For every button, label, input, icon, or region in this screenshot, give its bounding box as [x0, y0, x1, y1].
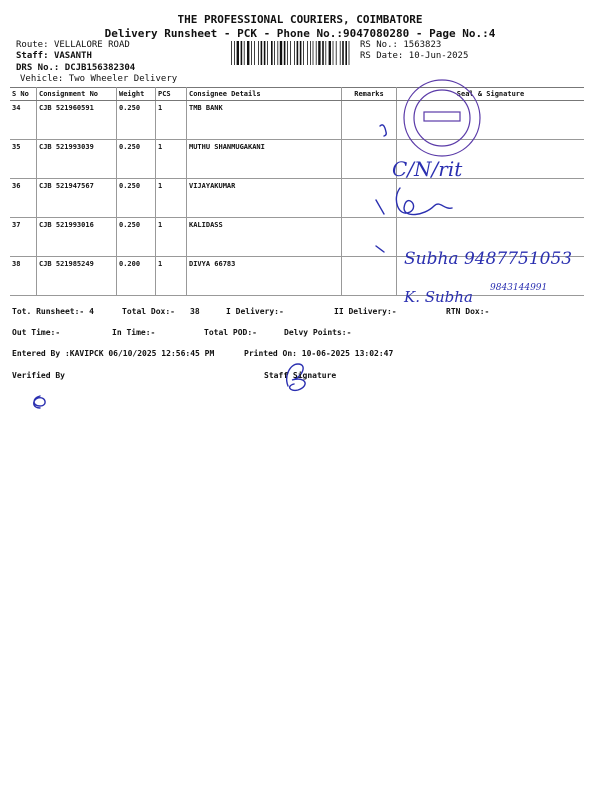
company-seal-stamp [404, 80, 480, 156]
row-weight: 0.250 [117, 101, 156, 140]
vehicle-label: Vehicle: [20, 74, 64, 84]
entered-by: Entered By :KAVIPCK 06/10/2025 12:56:45 PM [12, 349, 215, 358]
drs-value: DCJB156382304 [64, 63, 136, 73]
printed-on: Printed On: 10-06-2025 13:02:47 [244, 349, 394, 358]
row-pcs: 1 [156, 140, 187, 179]
delvy-points-label: Delvy Points:- [284, 328, 352, 337]
row-weight: 0.200 [117, 257, 156, 296]
rs-no-value: 1563823 [403, 40, 442, 50]
row-sno: 37 [10, 218, 37, 257]
total-dox-value: 38 [190, 307, 200, 316]
route-value: VELLALORE ROAD [53, 40, 130, 50]
staff-label: Staff: [16, 51, 49, 61]
row-consignment: CJB 521993016 [37, 218, 117, 257]
col-consignee: Consignee Details [187, 88, 342, 101]
total-dox-label: Total Dox:- [122, 307, 175, 316]
col-sno: S No [10, 88, 37, 101]
row37-handwriting: Subha 9487751053 [404, 249, 573, 269]
ii-delivery-label: II Delivery:- [334, 307, 397, 316]
row-consignee: DIVYA 66783 [187, 257, 342, 296]
drs-label: DRS No.: [16, 63, 60, 73]
row38-handwriting-phone: 9843144991 [490, 283, 548, 293]
verified-signature-scribble [34, 396, 45, 408]
vehicle-value: Two Wheeler Delivery [68, 74, 178, 84]
row36-signature-scribble [376, 188, 452, 215]
row-consignee: KALIDASS [187, 218, 342, 257]
total-pod-label: Total POD:- [204, 328, 257, 337]
row-consignee: VIJAYAKUMAR [187, 179, 342, 218]
rs-no-label: RS No.: [360, 40, 398, 50]
row-sno: 34 [10, 101, 37, 140]
col-pcs: PCS [156, 88, 187, 101]
row-consignment: CJB 521985249 [37, 257, 117, 296]
row-pcs: 1 [156, 218, 187, 257]
row-consignee: TMB BANK [187, 101, 342, 140]
out-time-label: Out Time:- [12, 328, 61, 337]
company-title: THE PROFESSIONAL COURIERS, COIMBATORE [177, 13, 423, 26]
row-pcs: 1 [156, 179, 187, 218]
row-weight: 0.250 [117, 179, 156, 218]
row-pcs: 1 [156, 101, 187, 140]
tot-runsheet: Tot. Runsheet:- 4 [12, 307, 94, 316]
col-remarks: Remarks [342, 88, 397, 101]
row-consignment: CJB 521947567 [37, 179, 117, 218]
col-seal-signature: Seal & Signature [397, 88, 585, 101]
rs-date-label: RS Date: [360, 51, 404, 61]
row-weight: 0.250 [117, 140, 156, 179]
col-consignment: Consignment No [37, 88, 117, 101]
row37-tick [376, 246, 384, 252]
row38-handwriting-name: K. Subha [404, 288, 473, 306]
in-time-label: In Time:- [112, 328, 156, 337]
row-pcs: 1 [156, 257, 187, 296]
route-label: Route: [16, 40, 49, 50]
i-delivery-label: I Delivery:- [226, 307, 284, 316]
staff-value: VASANTH [53, 51, 92, 61]
rtn-dox-label: RTN Dox:- [446, 307, 490, 316]
row-consignment: CJB 521960591 [37, 101, 117, 140]
row-sno: 38 [10, 257, 37, 296]
staff-signature-label: Staff Signature [264, 371, 337, 380]
row-sno: 36 [10, 179, 37, 218]
col-weight: Weight [117, 88, 156, 101]
row-sno: 35 [10, 140, 37, 179]
rs-date-value: 10-Jun-2025 [408, 51, 469, 61]
row-weight: 0.250 [117, 218, 156, 257]
row35-handwriting: C/N/rit [392, 157, 463, 181]
row34-signature-mark [380, 125, 386, 136]
row-consignment: CJB 521993039 [37, 140, 117, 179]
verified-by: Verified By [12, 371, 65, 380]
row-consignee: MUTHU SHANMUGAKANI [187, 140, 342, 179]
runsheet-subtitle: Delivery Runsheet - PCK - Phone No.:9047080280 - Page No.:4 [104, 27, 496, 40]
